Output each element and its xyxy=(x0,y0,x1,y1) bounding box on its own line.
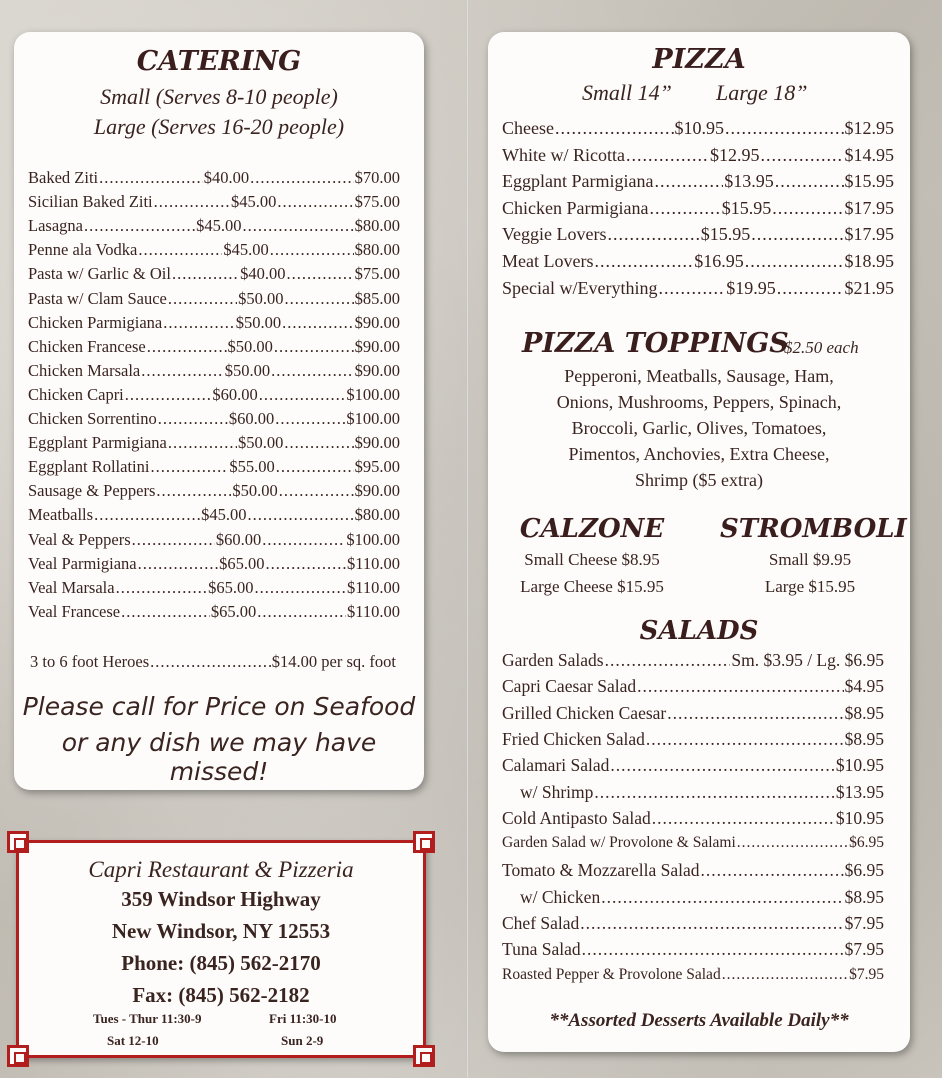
corner-ornament xyxy=(7,831,29,853)
catering-item-name: Pasta w/ Garlic & Oil xyxy=(28,264,171,284)
calzone-large: Large Cheese $15.95 xyxy=(520,577,664,596)
toppings-title: PIZZA TOPPINGS xyxy=(522,328,789,359)
calzone-title: CALZONE xyxy=(519,514,665,544)
catering-item-row xyxy=(28,433,400,453)
catering-item-large-price: $90.00 xyxy=(354,312,401,332)
catering-item-row xyxy=(28,554,400,574)
catering-item-name: Veal Parmigiana xyxy=(28,553,137,573)
heroes-price: $14.00 per sq. foot xyxy=(271,652,396,671)
pizza-item-row xyxy=(502,224,894,245)
pizza-item-small-price: $16.95 xyxy=(694,251,744,271)
salad-item-row xyxy=(502,887,884,908)
salad-item-name: Tomato & Mozzarella Salad xyxy=(502,860,700,881)
catering-item-name: Chicken Sorrentino xyxy=(28,409,157,428)
toppings-line: Pimentos, Anchovies, Extra Cheese, xyxy=(568,444,830,464)
catering-item-small-price: $45.00 xyxy=(196,216,242,236)
catering-item-name: Chicken Marsala xyxy=(28,360,141,380)
catering-item-small-price: $45.00 xyxy=(201,505,247,525)
catering-item-small-price: $40.00 xyxy=(240,264,286,284)
catering-item-row xyxy=(28,216,400,236)
salad-item-name: w/ Shrimp xyxy=(520,781,594,802)
catering-item-row xyxy=(28,602,400,622)
corner-ornament xyxy=(413,1045,435,1067)
catering-item-small-price: $50.00 xyxy=(232,481,278,501)
catering-item-large-price: $75.00 xyxy=(354,264,401,284)
salad-item-name: Cold Antipasto Salad xyxy=(502,807,651,828)
catering-item-small-price: $65.00 xyxy=(208,577,254,597)
salad-item-row xyxy=(502,834,884,852)
catering-panel xyxy=(14,32,424,790)
pizza-item-row xyxy=(502,171,894,192)
salad-item-row xyxy=(502,860,884,881)
catering-item-large-price: $75.00 xyxy=(354,192,400,212)
pizza-item-small-price: $10.95 xyxy=(674,118,724,138)
hours-tue-thu: Tues - Thur 11:30-9 xyxy=(93,1011,202,1026)
pizza-item-small-price: $15.95 xyxy=(700,224,751,245)
pizza-item-large-price: $15.95 xyxy=(844,171,894,192)
salad-item-price: $6.95 xyxy=(844,860,884,881)
pizza-item-name: Eggplant Parmigiana xyxy=(502,171,654,192)
catering-item-large-price: $80.00 xyxy=(354,505,401,525)
catering-item-large-price: $95.00 xyxy=(354,457,401,477)
salad-item-price: $10.95 xyxy=(835,807,884,828)
salad-item-price: $10.95 xyxy=(835,755,884,776)
page-fold xyxy=(466,0,469,1078)
catering-item-small-price: $50.00 xyxy=(224,360,271,380)
toppings-line: Broccoli, Garlic, Olives, Tomatoes, xyxy=(571,418,827,438)
salad-item-name: Fried Chicken Salad xyxy=(502,728,645,749)
catering-item-name: Chicken Parmigiana xyxy=(28,312,163,332)
toppings-line: Shrimp ($5 extra) xyxy=(635,470,763,490)
hours-sat: Sat 12-10 xyxy=(107,1033,159,1048)
pizza-item-large-price: $12.95 xyxy=(844,118,895,138)
pizza-item-small-price: $12.95 xyxy=(709,144,760,165)
catering-item-large-price: $110.00 xyxy=(347,577,401,597)
catering-item-row xyxy=(28,505,400,525)
catering-item-row xyxy=(28,337,400,357)
catering-item-name: Veal Marsala xyxy=(28,577,115,597)
catering-item-row xyxy=(28,481,400,501)
catering-item-row xyxy=(28,530,400,550)
pizza-item-row xyxy=(502,198,894,219)
catering-item-row xyxy=(28,289,400,309)
missed-note: or any dish we may have missed! xyxy=(61,728,377,786)
catering-item-name: Sausage & Peppers xyxy=(28,481,156,501)
catering-item-small-price: $45.00 xyxy=(230,192,277,212)
salad-item-name: Grilled Chicken Caesar xyxy=(502,702,667,723)
catering-item-large-price: $110.00 xyxy=(347,553,401,573)
catering-item-large-price: $80.00 xyxy=(354,216,401,236)
salad-item-price: $8.95 xyxy=(844,702,884,723)
catering-item-large-price: $90.00 xyxy=(354,336,400,356)
catering-item-small-price: $50.00 xyxy=(238,288,284,308)
salad-item-price: $7.95 xyxy=(844,939,884,960)
calzone-small: Small Cheese $8.95 xyxy=(524,550,660,569)
catering-item-large-price: $100.00 xyxy=(346,384,400,404)
salad-item-price: $8.95 xyxy=(844,886,884,907)
catering-item-name: Chicken Francese xyxy=(28,336,146,356)
address-line-1: 359 Windsor Highway xyxy=(121,887,321,911)
restaurant-name: Capri Restaurant & Pizzeria xyxy=(88,857,354,882)
salad-item-row xyxy=(502,729,884,750)
catering-item-row xyxy=(28,578,400,598)
catering-item-large-price: $70.00 xyxy=(354,168,401,187)
pizza-item-large-price: $21.95 xyxy=(844,277,894,298)
salad-item-price: $4.95 xyxy=(844,676,884,697)
catering-item-name: Eggplant Parmigiana xyxy=(28,433,167,453)
pizza-item-name: Cheese xyxy=(502,118,554,138)
catering-item-row xyxy=(28,409,400,429)
catering-item-row xyxy=(28,385,400,405)
menu-right-panel xyxy=(488,32,910,1052)
salad-item-name: Calamari Salad xyxy=(502,755,610,776)
catering-item-small-price: $60.00 xyxy=(228,409,275,428)
pizza-item-large-price: $17.95 xyxy=(844,197,894,218)
catering-item-small-price: $40.00 xyxy=(203,168,250,187)
salad-item-price: $6.95 xyxy=(849,834,884,852)
catering-item-large-price: $100.00 xyxy=(346,529,400,549)
catering-item-name: Penne ala Vodka xyxy=(28,240,138,260)
pizza-size-small: Small 14” xyxy=(582,80,672,105)
pizza-item-name: Chicken Parmigiana xyxy=(502,197,649,218)
salad-item-row xyxy=(502,755,884,776)
catering-item-row xyxy=(28,264,400,284)
pizza-item-large-price: $17.95 xyxy=(844,224,894,245)
hours-sun: Sun 2-9 xyxy=(281,1033,324,1048)
salad-item-price: Sm. $3.95 / Lg. $6.95 xyxy=(731,650,884,670)
stromboli-small: Small $9.95 xyxy=(768,550,852,569)
salad-item-name: Tuna Salad xyxy=(502,939,581,960)
catering-large-size: Large (Serves 16-20 people) xyxy=(93,114,345,139)
address-line-2: New Windsor, NY 12553 xyxy=(111,919,331,943)
pizza-item-row xyxy=(502,251,894,272)
catering-item-small-price: $55.00 xyxy=(229,457,275,477)
pizza-item-small-price: $19.95 xyxy=(726,277,776,298)
salad-item-row xyxy=(502,966,884,984)
salad-item-price: $7.95 xyxy=(849,965,884,983)
catering-item-row xyxy=(28,361,400,381)
seafood-note: Please call for Price on Seafood xyxy=(22,692,416,721)
pizza-title: PIZZA xyxy=(652,44,746,75)
salad-item-price: $8.95 xyxy=(844,728,884,749)
catering-item-small-price: $65.00 xyxy=(210,601,257,621)
toppings-line: Onions, Mushrooms, Peppers, Spinach, xyxy=(556,392,842,412)
heroes-row xyxy=(30,652,396,672)
catering-item-name: Baked Ziti xyxy=(28,168,99,187)
fax-number: Fax: (845) 562-2182 xyxy=(132,983,310,1007)
pizza-item-small-price: $13.95 xyxy=(724,171,774,192)
salad-item-row xyxy=(502,650,884,671)
salad-item-row xyxy=(502,676,884,697)
pizza-item-name: Special w/Everything xyxy=(502,277,658,298)
corner-ornament xyxy=(7,1045,29,1067)
desserts-note: **Assorted Desserts Available Daily** xyxy=(549,1010,849,1031)
salad-item-row xyxy=(502,913,884,934)
stromboli-large: Large $15.95 xyxy=(764,577,856,596)
catering-item-name: Eggplant Rollatini xyxy=(28,457,150,477)
pizza-item-small-price: $15.95 xyxy=(721,197,772,218)
stromboli-title: STROMBOLI xyxy=(720,514,907,544)
pizza-item-row xyxy=(502,278,894,299)
catering-item-small-price: $60.00 xyxy=(215,529,262,549)
catering-item-small-price: $50.00 xyxy=(235,312,282,332)
salad-item-name: Capri Caesar Salad xyxy=(502,676,637,697)
salad-item-name: Garden Salads xyxy=(502,650,604,670)
hours-fri: Fri 11:30-10 xyxy=(269,1011,337,1026)
catering-item-name: Meatballs xyxy=(28,505,94,525)
pizza-item-large-price: $18.95 xyxy=(844,251,894,271)
catering-item-row xyxy=(28,168,400,188)
catering-small-size: Small (Serves 8-10 people) xyxy=(100,84,338,109)
restaurant-info-box xyxy=(16,840,426,1058)
pizza-item-row xyxy=(502,145,894,166)
catering-item-name: Veal Francese xyxy=(28,601,121,621)
catering-item-large-price: $100.00 xyxy=(346,409,400,428)
catering-item-large-price: $90.00 xyxy=(354,360,401,380)
salad-item-row xyxy=(502,703,884,724)
catering-item-row xyxy=(28,192,400,212)
catering-item-large-price: $110.00 xyxy=(347,601,401,621)
catering-item-large-price: $90.00 xyxy=(354,433,400,453)
catering-item-small-price: $65.00 xyxy=(219,553,265,573)
heroes-name: 3 to 6 foot Heroes xyxy=(30,652,150,671)
catering-item-row xyxy=(28,457,400,477)
salad-item-name: w/ Chicken xyxy=(520,886,601,907)
pizza-item-large-price: $14.95 xyxy=(844,144,894,165)
salad-item-name: Garden Salad w/ Provolone & Salami xyxy=(502,834,736,852)
catering-item-name: Sicilian Baked Ziti xyxy=(28,192,153,212)
catering-item-small-price: $45.00 xyxy=(223,240,269,260)
salad-item-row xyxy=(502,808,884,829)
salad-item-price: $7.95 xyxy=(844,913,884,933)
catering-item-small-price: $50.00 xyxy=(227,336,273,356)
pizza-item-name: Meat Lovers xyxy=(502,251,594,271)
catering-item-small-price: $60.00 xyxy=(212,384,258,404)
catering-item-row xyxy=(28,313,400,333)
catering-item-name: Lasagna xyxy=(28,216,83,236)
pizza-item-row xyxy=(502,118,894,139)
pizza-item-name: Veggie Lovers xyxy=(502,224,607,245)
salad-item-name: Roasted Pepper & Provolone Salad xyxy=(502,965,721,983)
catering-item-large-price: $80.00 xyxy=(354,240,400,260)
catering-item-small-price: $50.00 xyxy=(238,433,284,453)
pizza-item-name: White w/ Ricotta xyxy=(502,144,625,165)
catering-item-large-price: $85.00 xyxy=(354,288,401,308)
salad-item-price: $13.95 xyxy=(835,781,884,802)
catering-item-name: Pasta w/ Clam Sauce xyxy=(28,288,167,308)
catering-item-large-price: $90.00 xyxy=(354,481,400,501)
toppings-line: Pepperoni, Meatballs, Sausage, Ham, xyxy=(564,366,834,386)
corner-ornament xyxy=(413,831,435,853)
salad-item-row xyxy=(502,939,884,960)
catering-item-row xyxy=(28,240,400,260)
toppings-price: $2.50 each xyxy=(784,338,859,357)
phone-number: Phone: (845) 562-2170 xyxy=(121,951,321,975)
catering-title: CATERING xyxy=(136,46,302,77)
salads-title: SALADS xyxy=(639,616,759,646)
salad-item-name: Chef Salad xyxy=(502,913,580,933)
salad-item-row xyxy=(502,782,884,803)
pizza-size-large: Large 18” xyxy=(716,80,808,105)
catering-item-name: Veal & Peppers xyxy=(28,529,131,549)
catering-item-name: Chicken Capri xyxy=(28,384,124,404)
